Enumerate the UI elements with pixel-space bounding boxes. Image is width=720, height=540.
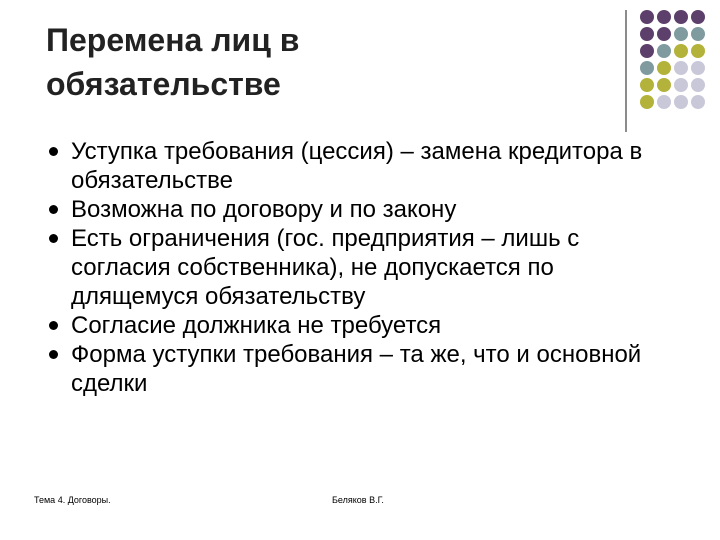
slide-title-line-1: Перемена лиц в — [46, 22, 300, 58]
decorative-dot — [640, 10, 654, 24]
decorative-dot — [674, 95, 688, 109]
bullet-dot-icon — [49, 321, 58, 330]
vertical-divider — [625, 10, 627, 132]
bullet-dot-icon — [49, 234, 58, 243]
decorative-dot — [691, 61, 705, 75]
decorative-dot — [691, 95, 705, 109]
decorative-dot — [691, 78, 705, 92]
bullet-dot-icon — [49, 205, 58, 214]
footer-author: Беляков В.Г. — [332, 495, 384, 505]
bullet-text: Форма уступки требования – та же, что и основной сделки — [71, 341, 642, 397]
decorative-dot — [691, 44, 705, 58]
bullet-text: Согласие должника не требуется — [71, 312, 442, 339]
decorative-dot — [657, 95, 671, 109]
decorative-dot — [640, 44, 654, 58]
bullet-text: Возможна по договору и по закону — [71, 196, 457, 223]
decorative-dot — [674, 27, 688, 41]
decorative-dot — [640, 27, 654, 41]
bullet-text: Есть ограничения (гос. предприятия – лишь с согласия собственника), не допускается по длящемуся обязательству — [71, 225, 580, 310]
bullet-dot-icon — [49, 350, 58, 359]
decorative-dot — [657, 78, 671, 92]
decorative-dot — [674, 61, 688, 75]
decorative-dot — [674, 78, 688, 92]
decorative-dot — [657, 27, 671, 41]
decorative-dot — [657, 10, 671, 24]
decorative-dot — [691, 10, 705, 24]
decorative-dot — [657, 44, 671, 58]
bullet-list — [46, 137, 671, 398]
decorative-dot — [674, 44, 688, 58]
decorative-dot — [640, 61, 654, 75]
decorative-dot — [674, 10, 688, 24]
bullet-item — [46, 311, 671, 340]
bullet-item — [46, 340, 671, 398]
decorative-dot — [640, 78, 654, 92]
decorative-dot — [640, 95, 654, 109]
bullet-item — [46, 195, 671, 224]
bullet-item — [46, 224, 671, 311]
bullet-text: Уступка требования (цессия) – замена кредитора в обязательстве — [71, 138, 643, 194]
decorative-dot — [691, 27, 705, 41]
bullet-item — [46, 137, 671, 195]
decorative-dot — [657, 61, 671, 75]
bullet-dot-icon — [49, 147, 58, 156]
decorative-dot-grid — [640, 10, 720, 110]
slide-title — [46, 18, 566, 106]
slide-title-line-2: обязательстве — [46, 66, 281, 102]
footer-topic: Тема 4. Договоры. — [34, 495, 111, 505]
